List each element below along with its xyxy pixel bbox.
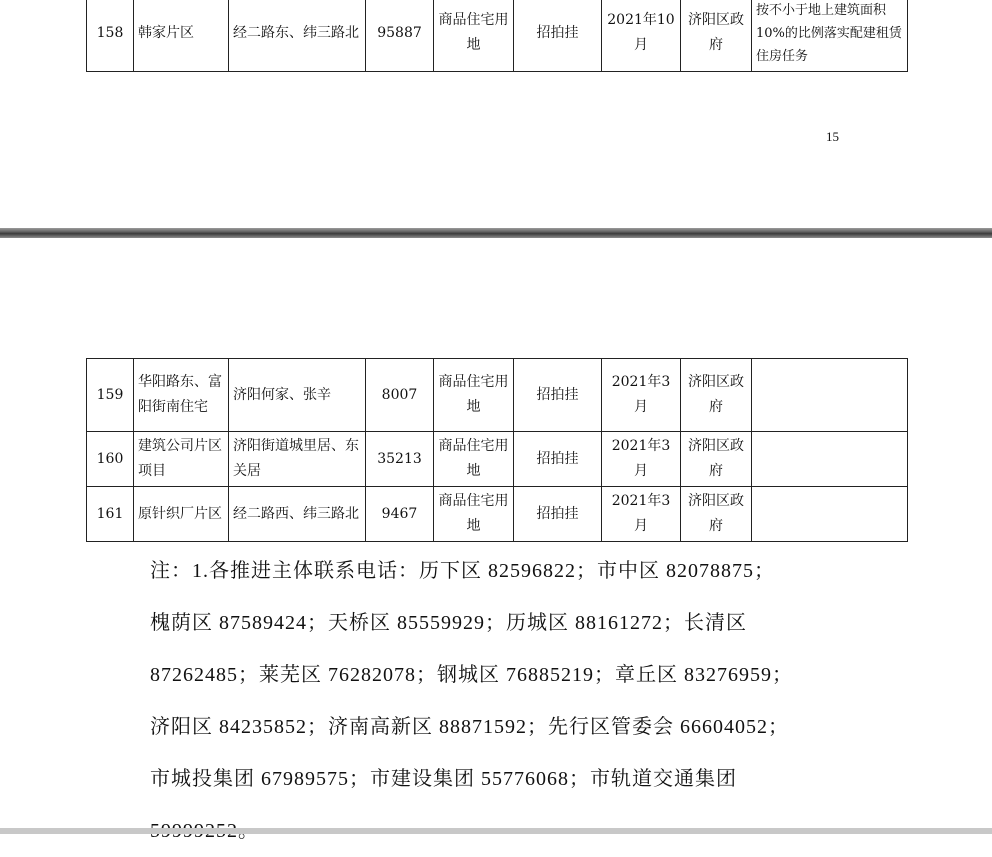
cell-location: 经二路西、纬三路北 [229,487,366,542]
table-row [87,487,908,542]
note-line: 87262485；莱芜区 76282078；钢城区 76885219；章丘区 83276959； [150,664,793,686]
note-line: 市城投集团 67989575；市建设集团 55776068；市轨道交通集团 [150,768,737,790]
cell-remark: 按不小于地上建筑面积10%的比例落实配建租赁住房任务 [752,0,908,72]
cell-time: 2021年3月 [602,359,681,432]
table-row [87,359,908,432]
cell-method: 招拍挂 [514,432,602,487]
cell-no: 158 [87,0,134,72]
cell-time: 2021年3月 [602,432,681,487]
table-row [87,432,908,487]
cell-area: 8007 [366,359,434,432]
cell-owner: 济阳区政府 [681,432,752,487]
page-separator [0,228,992,238]
cell-owner: 济阳区政府 [681,359,752,432]
cell-method: 招拍挂 [514,487,602,542]
cell-location: 济阳街道城里居、东关居 [229,432,366,487]
cell-no: 161 [87,487,134,542]
cell-use: 商品住宅用地 [434,0,514,72]
cell-area: 95887 [366,0,434,72]
cell-use: 商品住宅用地 [434,359,514,432]
cell-location: 经二路东、纬三路北 [229,0,366,72]
cell-method: 招拍挂 [514,359,602,432]
cell-method: 招拍挂 [514,0,602,72]
cell-use: 商品住宅用地 [434,487,514,542]
cell-remark [752,432,908,487]
cell-name: 原针织厂片区 [134,487,229,542]
cell-area: 9467 [366,487,434,542]
cell-owner: 济阳区政府 [681,487,752,542]
cell-name: 韩家片区 [134,0,229,72]
note-line: 注：1.各推进主体联系电话：历下区 82596822；市中区 82078875； [150,560,775,582]
cell-use: 商品住宅用地 [434,432,514,487]
cell-remark [752,359,908,432]
cell-no: 160 [87,432,134,487]
cell-remark [752,487,908,542]
cell-time: 2021年3月 [602,487,681,542]
cell-no: 159 [87,359,134,432]
page-bottom-edge [0,828,992,834]
note-line: 槐荫区 87589424；天桥区 85559929；历城区 88161272；长清区 [150,612,747,634]
cell-time: 2021年10月 [602,0,681,72]
land-table-upper [86,0,908,72]
contact-note [150,545,870,857]
document-page-upper [0,0,992,228]
land-table-lower [86,358,908,542]
cell-area: 35213 [366,432,434,487]
table-row [87,0,908,72]
cell-name: 华阳路东、富阳街南住宅 [134,359,229,432]
note-line: 济阳区 84235852；济南高新区 88871592；先行区管委会 66604052； [150,716,789,738]
cell-location: 济阳何家、张辛 [229,359,366,432]
page-number: 15 [826,129,839,144]
cell-name: 建筑公司片区项目 [134,432,229,487]
cell-owner: 济阳区政府 [681,0,752,72]
